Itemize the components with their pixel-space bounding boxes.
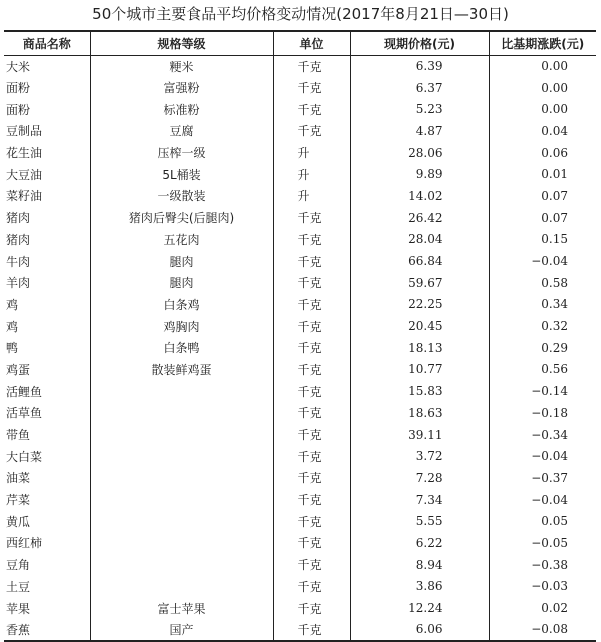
table-row [4, 359, 596, 381]
cell-unit: 千克 [273, 619, 350, 641]
cell-spec-grade: 腿肉 [90, 272, 273, 294]
cell-unit: 千克 [273, 120, 350, 142]
cell-current-price: 20.45 [350, 315, 489, 337]
cell-current-price: 5.55 [350, 510, 489, 532]
cell-unit: 千克 [273, 337, 350, 359]
cell-product-name: 鸭 [6, 341, 19, 356]
cell-product-name: 大豆油 [6, 167, 43, 182]
cell-product-name: 活鲤鱼 [6, 384, 43, 399]
cell-spec-grade: 散装鲜鸡蛋 [90, 359, 273, 381]
cell-price-change: 0.02 [489, 597, 596, 619]
cell-price-change: 0.07 [489, 185, 596, 207]
table-row [4, 142, 596, 164]
table-row [4, 337, 596, 359]
cell-unit: 千克 [273, 467, 350, 489]
cell-price-change: 0.01 [489, 163, 596, 185]
cell-price-change: −0.18 [489, 402, 596, 424]
table-row [4, 120, 596, 142]
cell-price-change: 0.00 [489, 77, 596, 99]
cell-current-price: 3.72 [350, 445, 489, 467]
table-row [4, 185, 596, 207]
table-row [4, 380, 596, 402]
cell-unit: 千克 [273, 489, 350, 511]
cell-spec-grade: 白条鸡 [90, 294, 273, 316]
cell-current-price: 18.63 [350, 402, 489, 424]
cell-price-change: −0.08 [489, 619, 596, 641]
cell-price-change: 0.58 [489, 272, 596, 294]
cell-current-price: 66.84 [350, 250, 489, 272]
cell-spec-grade [90, 489, 273, 511]
cell-current-price: 3.86 [350, 576, 489, 598]
cell-current-price: 12.24 [350, 597, 489, 619]
cell-unit: 千克 [273, 554, 350, 576]
table-row [4, 619, 596, 641]
table-row [4, 207, 596, 229]
cell-current-price: 4.87 [350, 120, 489, 142]
cell-spec-grade: 标准粉 [90, 98, 273, 120]
cell-current-price: 8.94 [350, 554, 489, 576]
cell-spec-grade: 5L桶装 [90, 163, 273, 185]
cell-spec-grade [90, 532, 273, 554]
cell-spec-grade: 鸡胸肉 [90, 315, 273, 337]
table-row [4, 445, 596, 467]
cell-product-name: 西红柿 [6, 536, 43, 551]
cell-current-price: 15.83 [350, 380, 489, 402]
cell-product-name: 猪肉 [6, 232, 31, 247]
cell-current-price: 9.89 [350, 163, 489, 185]
cell-price-change: −0.37 [489, 467, 596, 489]
cell-price-change: 0.00 [489, 55, 596, 77]
cell-unit: 千克 [273, 510, 350, 532]
cell-current-price: 28.06 [350, 142, 489, 164]
cell-current-price: 22.25 [350, 294, 489, 316]
cell-current-price: 6.37 [350, 77, 489, 99]
cell-spec-grade: 富强粉 [90, 77, 273, 99]
cell-current-price: 7.34 [350, 489, 489, 511]
cell-spec-grade: 国产 [90, 619, 273, 641]
cell-unit: 千克 [273, 207, 350, 229]
cell-product-name: 大白菜 [6, 449, 43, 464]
table-row [4, 315, 596, 337]
cell-price-change: −0.05 [489, 532, 596, 554]
cell-unit: 千克 [273, 272, 350, 294]
cell-product-name: 菜籽油 [6, 189, 43, 204]
cell-current-price: 10.77 [350, 359, 489, 381]
cell-unit: 千克 [273, 229, 350, 251]
table-row [4, 554, 596, 576]
cell-product-name: 活草鱼 [6, 406, 43, 421]
table-row [4, 98, 596, 120]
cell-spec-grade: 一级散装 [90, 185, 273, 207]
table-row [4, 576, 596, 598]
cell-spec-grade: 富士苹果 [90, 597, 273, 619]
header-price-change: 比基期涨跌(元) [489, 31, 596, 55]
cell-product-name: 苹果 [6, 601, 31, 616]
cell-price-change: 0.06 [489, 142, 596, 164]
cell-product-name: 羊肉 [6, 276, 31, 291]
cell-product-name: 豆角 [6, 558, 31, 573]
table-row [4, 250, 596, 272]
cell-product-name: 带鱼 [6, 428, 31, 443]
cell-current-price: 28.04 [350, 229, 489, 251]
header-current-price: 现期价格(元) [350, 31, 489, 55]
cell-current-price: 18.13 [350, 337, 489, 359]
table-row [4, 597, 596, 619]
cell-unit: 千克 [273, 77, 350, 99]
cell-price-change: −0.34 [489, 424, 596, 446]
table-row [4, 510, 596, 532]
cell-price-change: 0.05 [489, 510, 596, 532]
cell-spec-grade: 五花肉 [90, 229, 273, 251]
table-row [4, 77, 596, 99]
cell-price-change: 0.00 [489, 98, 596, 120]
cell-product-name: 油菜 [6, 471, 31, 486]
cell-product-name: 猪肉 [6, 211, 31, 226]
cell-current-price: 59.67 [350, 272, 489, 294]
cell-product-name: 面粉 [6, 102, 31, 117]
table-row [4, 467, 596, 489]
cell-product-name: 香蕉 [4, 619, 90, 641]
cell-unit: 千克 [273, 445, 350, 467]
cell-unit: 千克 [273, 576, 350, 598]
cell-spec-grade [90, 380, 273, 402]
cell-unit: 千克 [273, 380, 350, 402]
table-header-row [4, 31, 596, 55]
cell-price-change: 0.29 [489, 337, 596, 359]
table-row [4, 55, 596, 77]
cell-spec-grade [90, 424, 273, 446]
cell-price-change: −0.04 [489, 250, 596, 272]
cell-product-name: 鸡 [6, 319, 19, 334]
cell-price-change: 0.04 [489, 120, 596, 142]
cell-current-price: 39.11 [350, 424, 489, 446]
cell-product-name: 土豆 [6, 579, 31, 594]
cell-unit: 升 [273, 185, 350, 207]
cell-spec-grade [90, 402, 273, 424]
table-row [4, 229, 596, 251]
table-row [4, 532, 596, 554]
cell-current-price: 6.06 [350, 619, 489, 641]
cell-current-price: 6.39 [350, 55, 489, 77]
price-table [4, 30, 596, 642]
table-body [4, 55, 596, 641]
cell-product-name: 黄瓜 [6, 514, 31, 529]
cell-price-change: −0.04 [489, 489, 596, 511]
table-row [4, 424, 596, 446]
cell-current-price: 14.02 [350, 185, 489, 207]
cell-price-change: −0.14 [489, 380, 596, 402]
cell-spec-grade [90, 554, 273, 576]
cell-price-change: 0.56 [489, 359, 596, 381]
table-row [4, 489, 596, 511]
cell-price-change: −0.38 [489, 554, 596, 576]
cell-spec-grade: 压榨一级 [90, 142, 273, 164]
cell-unit: 千克 [273, 424, 350, 446]
header-product-name: 商品名称 [4, 31, 90, 55]
table-row [4, 163, 596, 185]
cell-product-name: 大米 [6, 59, 31, 74]
cell-unit: 千克 [273, 294, 350, 316]
header-spec-grade: 规格等级 [90, 31, 273, 55]
cell-product-name: 牛肉 [6, 254, 31, 269]
cell-spec-grade: 猪肉后臀尖(后腿肉) [90, 207, 273, 229]
cell-current-price: 7.28 [350, 467, 489, 489]
cell-unit: 千克 [273, 98, 350, 120]
cell-current-price: 26.42 [350, 207, 489, 229]
cell-spec-grade: 白条鸭 [90, 337, 273, 359]
cell-price-change: 0.32 [489, 315, 596, 337]
cell-unit: 升 [273, 142, 350, 164]
cell-spec-grade: 粳米 [90, 55, 273, 77]
cell-price-change: 0.07 [489, 207, 596, 229]
cell-current-price: 6.22 [350, 532, 489, 554]
cell-spec-grade [90, 467, 273, 489]
header-unit: 单位 [273, 31, 350, 55]
cell-price-change: −0.03 [489, 576, 596, 598]
cell-product-name: 面粉 [6, 81, 31, 96]
cell-product-name: 鸡 [6, 297, 19, 312]
table-row [4, 294, 596, 316]
cell-unit: 千克 [273, 597, 350, 619]
cell-current-price: 5.23 [350, 98, 489, 120]
cell-unit: 千克 [273, 55, 350, 77]
cell-product-name: 豆制品 [6, 124, 43, 139]
cell-unit: 千克 [273, 250, 350, 272]
cell-product-name: 芹菜 [6, 493, 31, 508]
cell-spec-grade: 豆腐 [90, 120, 273, 142]
cell-unit: 千克 [273, 402, 350, 424]
cell-unit: 千克 [273, 359, 350, 381]
table-row [4, 272, 596, 294]
cell-unit: 升 [273, 163, 350, 185]
cell-spec-grade [90, 445, 273, 467]
table-title: 50个城市主要食品平均价格变动情况(2017年8月21日—30日) [92, 5, 509, 23]
cell-product-name: 鸡蛋 [6, 362, 31, 377]
cell-product-name: 花生油 [6, 146, 43, 161]
cell-unit: 千克 [273, 532, 350, 554]
cell-spec-grade [90, 510, 273, 532]
cell-spec-grade [90, 576, 273, 598]
cell-price-change: −0.04 [489, 445, 596, 467]
table-row [4, 402, 596, 424]
cell-price-change: 0.34 [489, 294, 596, 316]
cell-spec-grade: 腿肉 [90, 250, 273, 272]
cell-unit: 千克 [273, 315, 350, 337]
cell-price-change: 0.15 [489, 229, 596, 251]
